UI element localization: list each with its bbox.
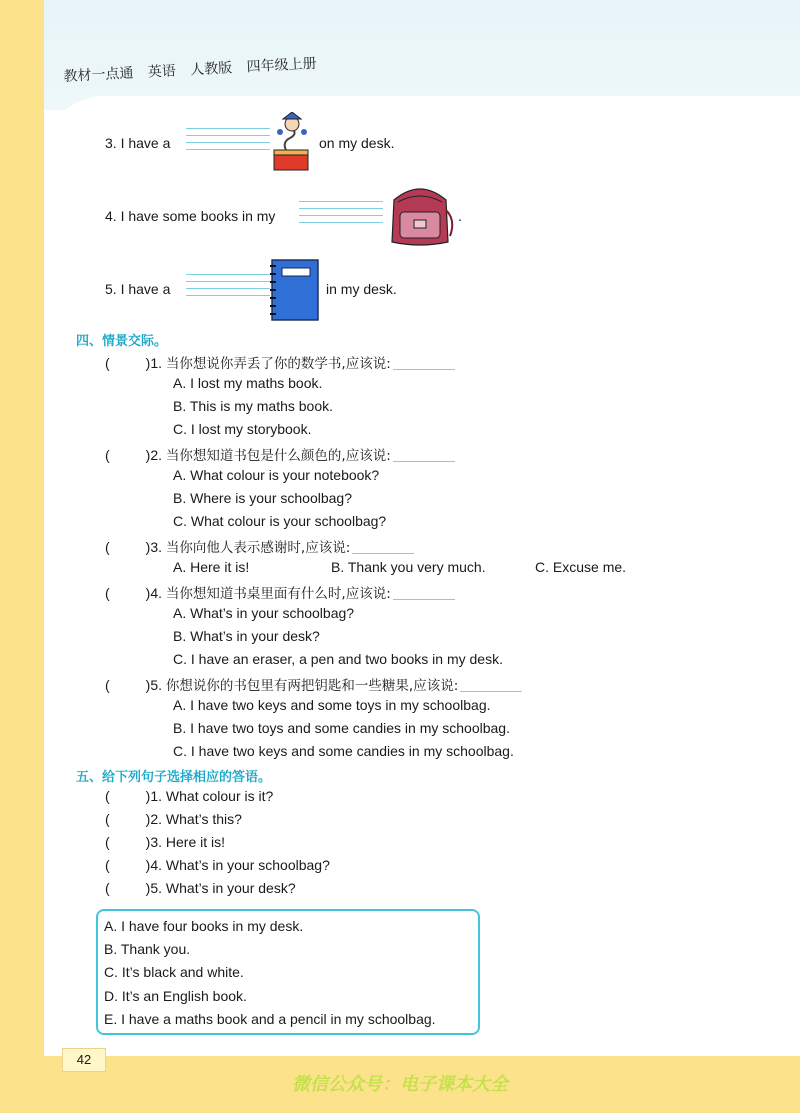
s5-q3-paren-close: ): [145, 834, 151, 850]
s4-q1-answer-line[interactable]: [393, 369, 455, 370]
s5-q4-paren-close: ): [145, 857, 151, 873]
s4-q4-answer-line[interactable]: [393, 599, 455, 600]
s4-q1-paren-close: ): [145, 355, 151, 371]
top-band: [0, 0, 800, 110]
s4-q2-option-a: A. What colour is your notebook?: [173, 467, 380, 483]
s5-q4-text: 4. What’s in your schoolbag?: [150, 857, 330, 873]
s4-q5-option-a: A. I have two keys and some toys in my schoolbag.: [173, 697, 491, 713]
s4-q2-answer-line[interactable]: [393, 461, 455, 462]
header-edition: 人教版: [189, 60, 233, 79]
s4-q2-option-c: C. What colour is your schoolbag?: [173, 513, 387, 529]
s4-q5-prompt: 你想说你的书包里有两把钥匙和一些糖果,应该说:: [165, 678, 459, 694]
s5-q2-text: 2. What’s this?: [150, 811, 242, 827]
s4-q5-answer-line[interactable]: [460, 691, 522, 692]
s4-q2-paren-close: ): [145, 447, 151, 463]
s4-q3-paren-close: ): [145, 539, 151, 555]
s4-q3-num: 3.: [150, 539, 163, 555]
s4-q2-num: 2.: [150, 447, 163, 463]
s4-q2-option-b: B. Where is your schoolbag?: [173, 490, 352, 506]
s5-q3-text: 3. Here it is!: [150, 834, 226, 850]
s4-q4-option-a: A. What’s in your schoolbag?: [173, 605, 355, 621]
page-number: 42: [62, 1048, 106, 1072]
s4-question-2: [105, 444, 455, 464]
s4-q4-option-b: B. What’s in your desk?: [173, 628, 320, 644]
s4-q1-prompt: 当你想说你弄丢了你的数学书,应该说:: [165, 356, 391, 372]
s4-q3-option-a: A. Here it is!: [173, 559, 250, 575]
answer-choice-d: D. It’s an English book.: [104, 988, 247, 1004]
fill-row-5-text: 5. I have a: [105, 281, 171, 297]
s4-q4-paren-close: ): [145, 585, 151, 601]
s4-q4-prompt: 当你想知道书桌里面有什么时,应该说:: [165, 586, 391, 602]
s4-q3-paren-open[interactable]: (: [105, 539, 110, 555]
s4-q5-num: 5.: [150, 677, 163, 693]
fill-row-5-after-text: in my desk.: [326, 281, 397, 297]
fill-row-3: [105, 135, 170, 151]
s5-question-1: [105, 788, 273, 804]
s4-question-5: [105, 674, 522, 694]
s5-question-2: [105, 811, 242, 827]
s4-q1-num: 1.: [150, 355, 163, 371]
s5-question-3: [105, 834, 225, 850]
fill-row-5-after: [326, 281, 397, 297]
s4-q4-num: 4.: [150, 585, 163, 601]
answer-choice-c: C. It’s black and white.: [104, 964, 244, 980]
answer-choice-e: E. I have a maths book and a pencil in my schoolbag.: [104, 1011, 436, 1027]
s5-q5-paren-open[interactable]: (: [105, 880, 110, 896]
fill-row-4-after: [458, 208, 462, 224]
s4-q4-option-c: C. I have an eraser, a pen and two books in my desk.: [173, 651, 503, 667]
schoolbag-icon: [384, 180, 456, 248]
fill-blank-3[interactable]: [186, 128, 270, 156]
header-book: 教材一点通: [63, 65, 134, 86]
s4-q4-paren-open[interactable]: (: [105, 585, 110, 601]
fill-row-4-text: 4. I have some books in my: [105, 208, 276, 224]
header-subject: 英语: [147, 63, 177, 81]
s5-q5-paren-close: ): [145, 880, 151, 896]
section-5-title: 五、给下列句子选择相应的答语。: [76, 770, 272, 785]
s4-q5-paren-close: ): [145, 677, 151, 693]
answer-choice-a: A. I have four books in my desk.: [104, 918, 304, 934]
s4-q1-option-c: C. I lost my storybook.: [173, 421, 312, 437]
s4-q2-prompt: 当你想知道书包是什么颜色的,应该说:: [165, 448, 391, 464]
s4-q2-paren-open[interactable]: (: [105, 447, 110, 463]
left-band: [0, 0, 44, 1113]
s5-q3-paren-open[interactable]: (: [105, 834, 110, 850]
s4-q3-prompt: 当你向他人表示感谢时,应该说:: [165, 540, 351, 556]
s5-q1-paren-close: ): [145, 788, 151, 804]
s4-q5-option-c: C. I have two keys and some candies in my schoolbag.: [173, 743, 514, 759]
s5-q1-paren-open[interactable]: (: [105, 788, 110, 804]
watermark: 微信公众号：电子课本大全: [292, 1074, 508, 1095]
notebook-icon: [268, 256, 322, 324]
s5-q2-paren-close: ): [145, 811, 151, 827]
fill-row-3-text: 3. I have a: [105, 135, 171, 151]
section-4-title: 四、情景交际。: [76, 334, 168, 349]
s4-q3-option-b: B. Thank you very much.: [331, 559, 486, 575]
jack-in-the-box-toy-icon: [266, 112, 318, 174]
fill-blank-4[interactable]: [299, 201, 383, 229]
fill-blank-5[interactable]: [186, 274, 270, 302]
header-grade: 四年级上册: [246, 55, 317, 76]
s5-q4-paren-open[interactable]: (: [105, 857, 110, 873]
s5-question-4: [105, 857, 330, 873]
s5-question-5: [105, 880, 296, 896]
fill-row-5: [105, 281, 170, 297]
fill-row-4-after-text: .: [458, 208, 462, 224]
s4-question-3: [105, 536, 414, 556]
s4-q5-paren-open[interactable]: (: [105, 677, 110, 693]
s4-q1-option-a: A. I lost my maths book.: [173, 375, 323, 391]
fill-row-4: [105, 208, 275, 224]
fill-row-3-after-text: on my desk.: [319, 135, 395, 151]
s4-q3-option-c: C. Excuse me.: [535, 559, 627, 575]
s5-q2-paren-open[interactable]: (: [105, 811, 110, 827]
s4-question-4: [105, 582, 455, 602]
answer-choice-b: B. Thank you.: [104, 941, 191, 957]
s5-q1-text: 1. What colour is it?: [150, 788, 274, 804]
s4-q5-option-b: B. I have two toys and some candies in my schoolbag.: [173, 720, 510, 736]
s4-q1-paren-open[interactable]: (: [105, 355, 110, 371]
s4-question-1: [105, 352, 455, 372]
s4-q1-option-b: B. This is my maths book.: [173, 398, 334, 414]
fill-row-3-after: [319, 135, 394, 151]
s5-q5-text: 5. What’s in your desk?: [150, 880, 296, 896]
s4-q3-answer-line[interactable]: [352, 553, 414, 554]
